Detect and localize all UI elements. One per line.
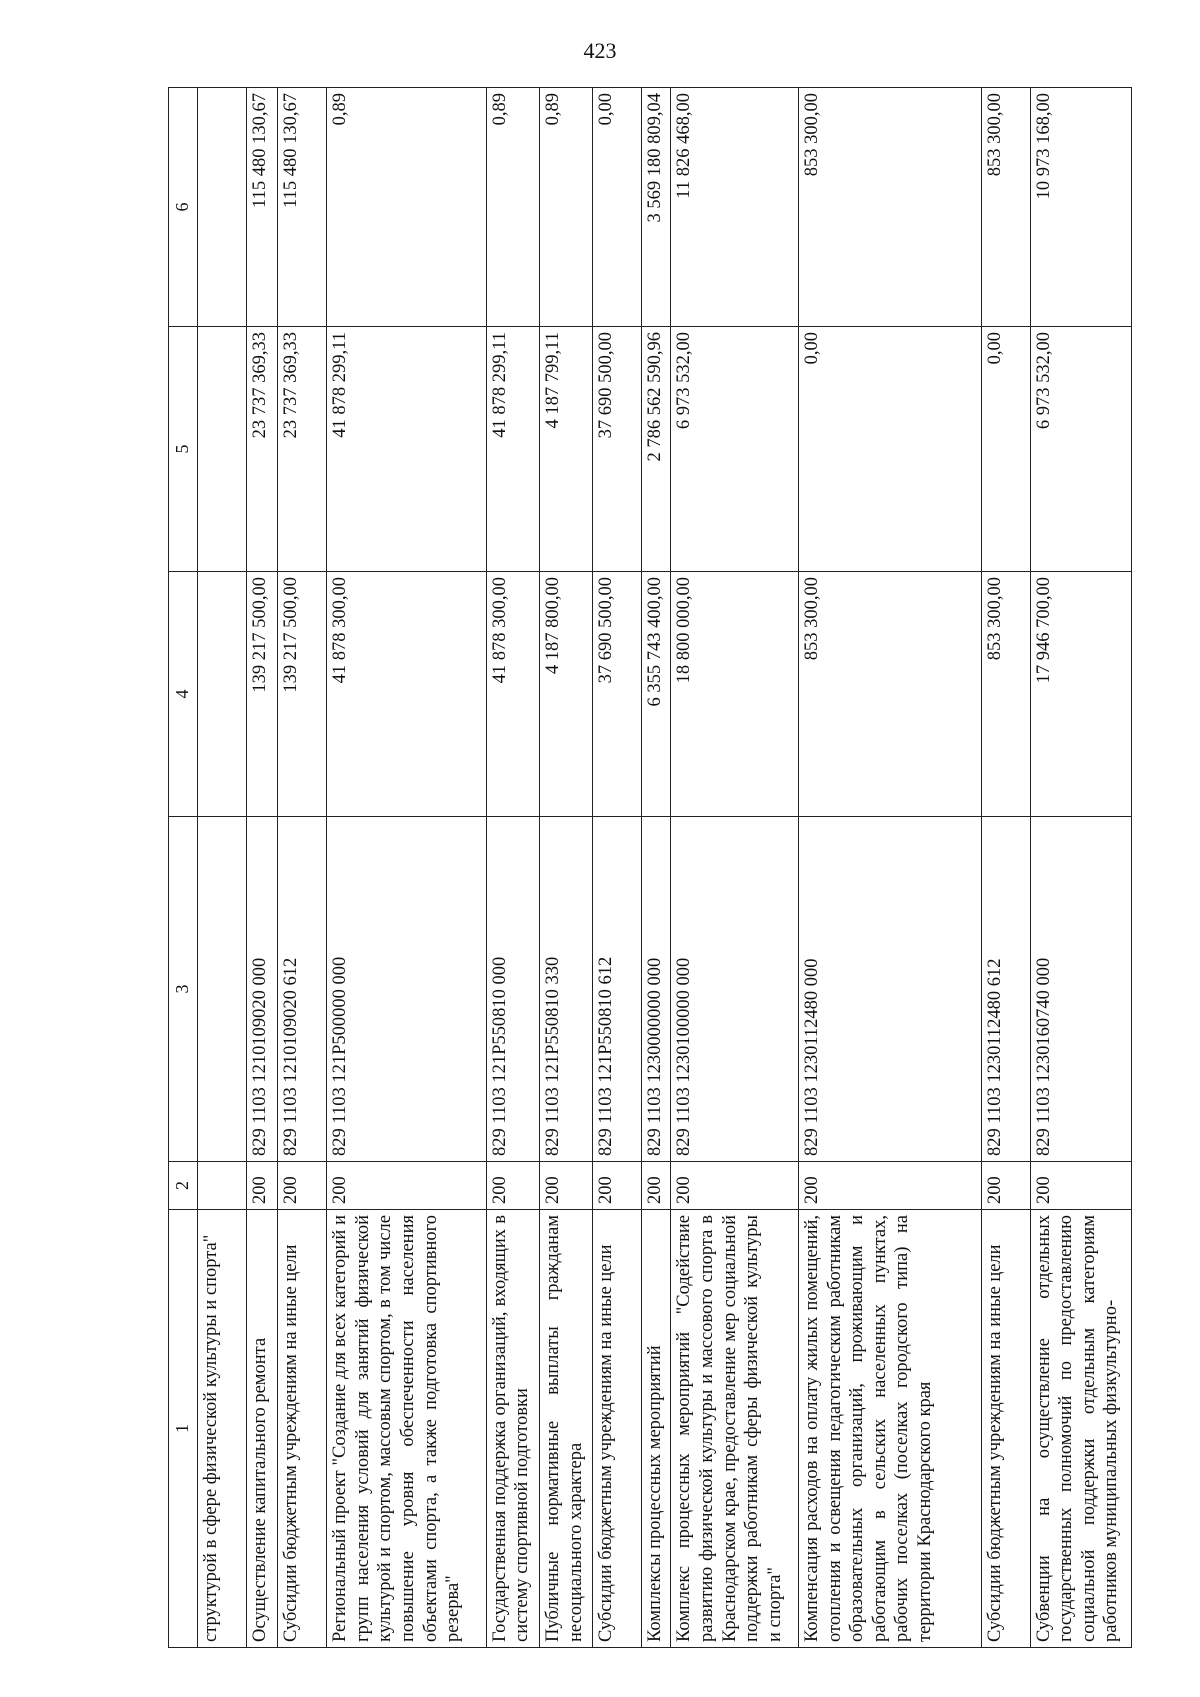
row-remaining-cell: 0,89 <box>540 88 593 327</box>
row-executed-cell: 6 973 532,00 <box>1030 327 1131 572</box>
table-row <box>1030 88 1131 1648</box>
row-name-cell: структурой в сфере физической культуры и спорта" <box>197 1210 246 1648</box>
row-executed-cell: 37 690 500,00 <box>593 327 642 572</box>
row-approved-cell: 41 878 300,00 <box>327 572 486 817</box>
row-approved-cell: 37 690 500,00 <box>593 572 642 817</box>
row-code-cell: 200 <box>671 1162 799 1210</box>
row-code-cell: 200 <box>1030 1162 1131 1210</box>
table-row <box>486 88 539 1648</box>
row-executed-cell <box>197 327 246 572</box>
row-code-cell: 200 <box>799 1162 982 1210</box>
row-kbk-cell: 829 1103 121P550810 000 <box>486 817 539 1162</box>
row-approved-cell: 18 800 000,00 <box>671 572 799 817</box>
column-header: 5 <box>169 327 198 572</box>
row-kbk-cell: 829 1103 1230100000 000 <box>671 817 799 1162</box>
column-header: 6 <box>169 88 198 327</box>
row-remaining-cell: 853 300,00 <box>981 88 1030 327</box>
row-remaining-cell <box>197 88 246 327</box>
row-approved-cell <box>197 572 246 817</box>
row-name-cell: Публичные нормативные выплаты гражданам несоциального характера <box>540 1210 593 1648</box>
row-remaining-cell: 115 480 130,67 <box>278 88 327 327</box>
row-kbk-cell: 829 1103 121P500000 000 <box>327 817 486 1162</box>
row-approved-cell: 139 217 500,00 <box>278 572 327 817</box>
row-approved-cell: 4 187 800,00 <box>540 572 593 817</box>
row-remaining-cell: 11 826 468,00 <box>671 88 799 327</box>
row-remaining-cell: 0,00 <box>593 88 642 327</box>
row-kbk-cell: 829 1103 1230160740 000 <box>1030 817 1131 1162</box>
row-remaining-cell: 115 480 130,67 <box>246 88 278 327</box>
table-row <box>327 88 486 1648</box>
row-kbk-cell: 829 1103 121P550810 330 <box>540 817 593 1162</box>
row-name-cell: Комплексы процессных мероприятий <box>642 1210 671 1648</box>
row-name-cell: Субсидии бюджетным учреждениям на иные цели <box>278 1210 327 1648</box>
row-remaining-cell: 3 569 180 809,04 <box>642 88 671 327</box>
table-row <box>246 88 278 1648</box>
row-name-cell: Осуществление капитального ремонта <box>246 1210 278 1648</box>
row-name-cell: Государственная поддержка организаций, входящих в систему спортивной подготовки <box>486 1210 539 1648</box>
row-executed-cell: 6 973 532,00 <box>671 327 799 572</box>
row-approved-cell: 17 946 700,00 <box>1030 572 1131 817</box>
row-code-cell: 200 <box>246 1162 278 1210</box>
table-row <box>981 88 1030 1648</box>
column-header: 4 <box>169 572 198 817</box>
row-code-cell: 200 <box>327 1162 486 1210</box>
column-header: 1 <box>169 1210 198 1648</box>
row-remaining-cell: 10 973 168,00 <box>1030 88 1131 327</box>
row-code-cell: 200 <box>278 1162 327 1210</box>
header-row <box>169 88 198 1648</box>
table-row <box>671 88 799 1648</box>
row-approved-cell: 139 217 500,00 <box>246 572 278 817</box>
page-number: 423 <box>583 38 617 63</box>
row-remaining-cell: 853 300,00 <box>799 88 982 327</box>
row-executed-cell: 4 187 799,11 <box>540 327 593 572</box>
row-code-cell: 200 <box>540 1162 593 1210</box>
row-code-cell: 200 <box>593 1162 642 1210</box>
row-name-cell: Региональный проект "Создание для всех категорий и групп населения условий для занятий физической культурой и спортом, массовым спортом, в том числе повышение уровня обеспеченности населения объектами спорта, а также подготовка спортивного резерва" <box>327 1210 486 1648</box>
table-row <box>278 88 327 1648</box>
row-executed-cell: 2 786 562 590,96 <box>642 327 671 572</box>
budget-table-rotated <box>168 88 1132 1648</box>
row-executed-cell: 23 737 369,33 <box>246 327 278 572</box>
table-row <box>593 88 642 1648</box>
table-row <box>642 88 671 1648</box>
row-name-cell: Субсидии бюджетным учреждениям на иные цели <box>981 1210 1030 1648</box>
table-row <box>540 88 593 1648</box>
row-kbk-cell: 829 1103 1230112480 000 <box>799 817 982 1162</box>
row-name-cell: Субсидии бюджетным учреждениям на иные цели <box>593 1210 642 1648</box>
row-kbk-cell <box>197 817 246 1162</box>
table-row <box>799 88 982 1648</box>
row-approved-cell: 6 355 743 400,00 <box>642 572 671 817</box>
row-code-cell <box>197 1162 246 1210</box>
row-kbk-cell: 829 1103 1230112480 612 <box>981 817 1030 1162</box>
row-executed-cell: 41 878 299,11 <box>327 327 486 572</box>
column-header: 3 <box>169 817 198 1162</box>
row-name-cell: Субвенции на осуществление отдельных государственных полномочий по предоставлению социальной поддержки отдельным категориям работников муниципальных физкультурно- <box>1030 1210 1131 1648</box>
row-approved-cell: 41 878 300,00 <box>486 572 539 817</box>
budget-table <box>168 87 1132 1648</box>
row-approved-cell: 853 300,00 <box>799 572 982 817</box>
row-executed-cell: 0,00 <box>981 327 1030 572</box>
row-executed-cell: 0,00 <box>799 327 982 572</box>
row-code-cell: 200 <box>642 1162 671 1210</box>
row-remaining-cell: 0,89 <box>327 88 486 327</box>
row-kbk-cell: 829 1103 1210109020 612 <box>278 817 327 1162</box>
row-executed-cell: 41 878 299,11 <box>486 327 539 572</box>
row-remaining-cell: 0,89 <box>486 88 539 327</box>
row-kbk-cell: 829 1103 1210109020 000 <box>246 817 278 1162</box>
row-executed-cell: 23 737 369,33 <box>278 327 327 572</box>
row-name-cell: Комплекс процессных мероприятий "Содействие развитию физической культуры и массового спорта в Краснодарском крае, предоставление мер социальной поддержки работникам сферы физической культуры и спорта" <box>671 1210 799 1648</box>
row-kbk-cell: 829 1103 121P550810 612 <box>593 817 642 1162</box>
row-code-cell: 200 <box>486 1162 539 1210</box>
row-approved-cell: 853 300,00 <box>981 572 1030 817</box>
row-kbk-cell: 829 1103 1230000000 000 <box>642 817 671 1162</box>
row-code-cell: 200 <box>981 1162 1030 1210</box>
table-row <box>197 88 246 1648</box>
column-header: 2 <box>169 1162 198 1210</box>
row-name-cell: Компенсация расходов на оплату жилых помещений, отопления и освещения педагогическим работникам образовательных организаций, проживающим и работающим в сельских населенных пунктах, рабочих поселках (поселках городского типа) на территории Краснодарского края <box>799 1210 982 1648</box>
